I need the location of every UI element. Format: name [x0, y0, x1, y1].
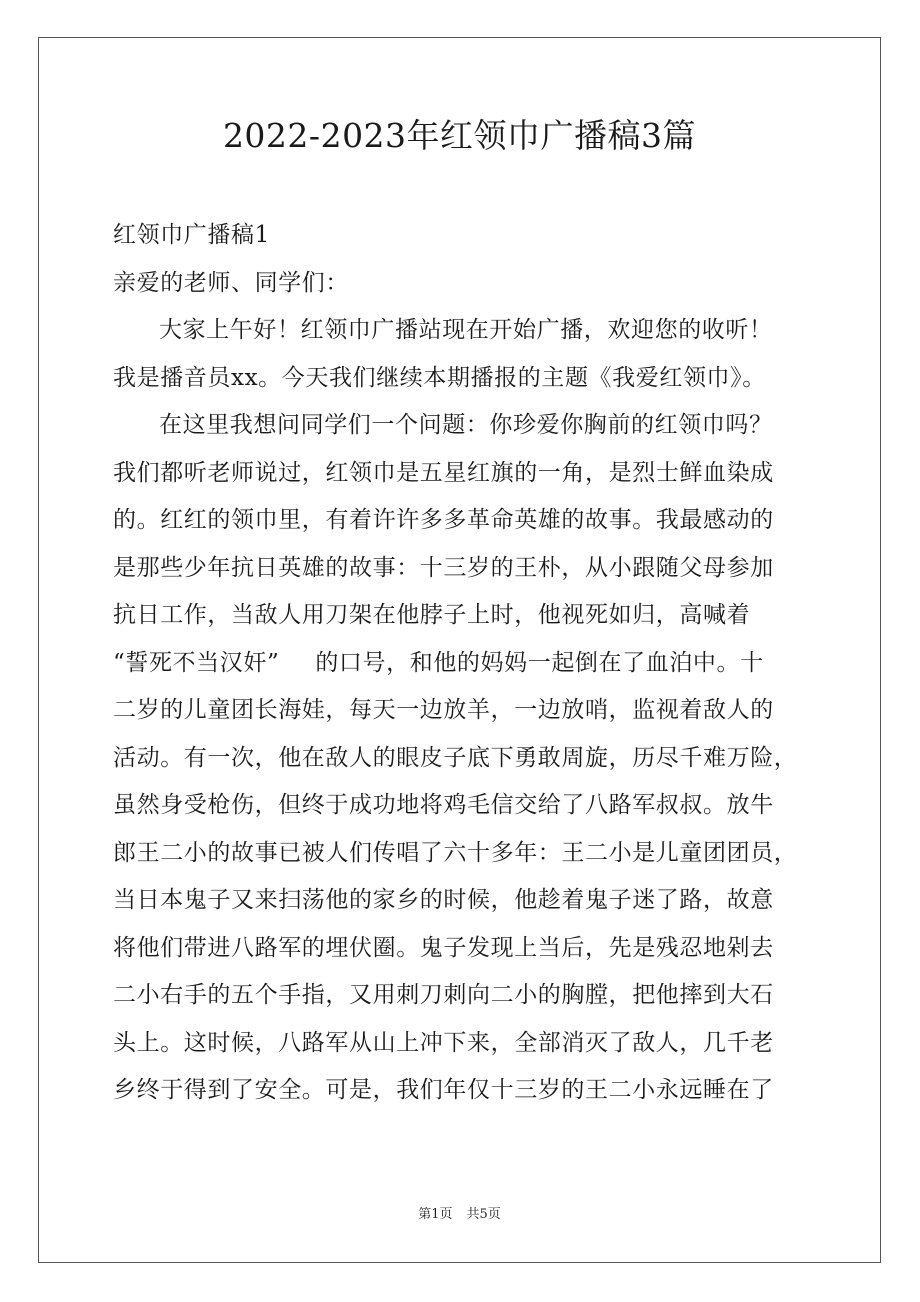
page-number: 第1页 — [418, 1207, 453, 1222]
paragraph-line: 大家上午好！红领巾广播站现在开始广播，欢迎您的收听！ — [159, 317, 773, 343]
paragraph-line: 将他们带进八路军的埋伏圈。鬼子发现上当后，先是残忍地剁去 — [113, 934, 774, 961]
greeting-line: 亲爱的老师、同学们： — [113, 269, 349, 296]
paragraph-line: 是那些少年抗日英雄的故事：十三岁的王朴，从小跟随父母参加 — [113, 554, 774, 581]
page-footer — [38, 1205, 881, 1225]
document-title: 2022-2023年红领巾广播稿3篇 — [222, 116, 697, 155]
paragraph-line: 虽然身受枪伤，但终于成功地将鸡毛信交给了八路军叔叔。放牛 — [113, 792, 774, 818]
paragraph-line: 在这里我想问同学们一个问题：你珍爱你胸前的红领巾吗？ — [159, 412, 773, 438]
section-heading: 红领巾广播稿1 — [113, 222, 270, 248]
paragraph-line: 我们都听老师说过，红领巾是五星红旗的一角，是烈士鲜血染成 — [113, 459, 774, 486]
paragraph-line: 当日本鬼子又来扫荡他的家乡的时候，他趁着鬼子迷了路，故意 — [113, 887, 774, 913]
paragraph-line: 二岁的儿童团长海娃，每天一边放羊，一边放哨，监视着敌人的 — [113, 697, 774, 723]
paragraph-line: 郎王二小的故事已被人们传唱了六十多年：王二小是儿童团团员， — [113, 839, 798, 866]
paragraph-line: 抗日工作，当敌人用刀架在他脖子上时，他视死如归，高喊着 — [113, 602, 751, 628]
quoted-slogan: “誓死不当汉奸” — [113, 649, 280, 676]
paragraph-line: 我是播音员xx。今天我们继续本期播报的主题《我爱红领巾》。 — [113, 364, 766, 391]
paragraph-line: 头上。这时候，八路军从山上冲下来，全部消灭了敌人，几千老 — [113, 1029, 774, 1056]
paragraph-line: 活动。有一次，他在敌人的眼皮子底下勇敢周旋，历尽千难万险， — [113, 744, 798, 771]
paragraph-line: 二小右手的五个手指，又用刺刀刺向二小的胸膛，把他摔到大石 — [113, 982, 774, 1008]
paragraph-line: 乡终于得到了安全。可是，我们年仅十三岁的王二小永远睡在了 — [113, 1077, 774, 1103]
slogan-continuation: 的口号，和他的妈妈一起倒在了血泊中。十 — [315, 649, 764, 676]
paragraph-line: 的。红红的领巾里，有着许许多多革命英雄的故事。我最感动的 — [113, 507, 774, 533]
document-body — [113, 212, 813, 1115]
paragraph-line-quote — [113, 640, 813, 688]
page-total: 共5页 — [466, 1207, 501, 1222]
